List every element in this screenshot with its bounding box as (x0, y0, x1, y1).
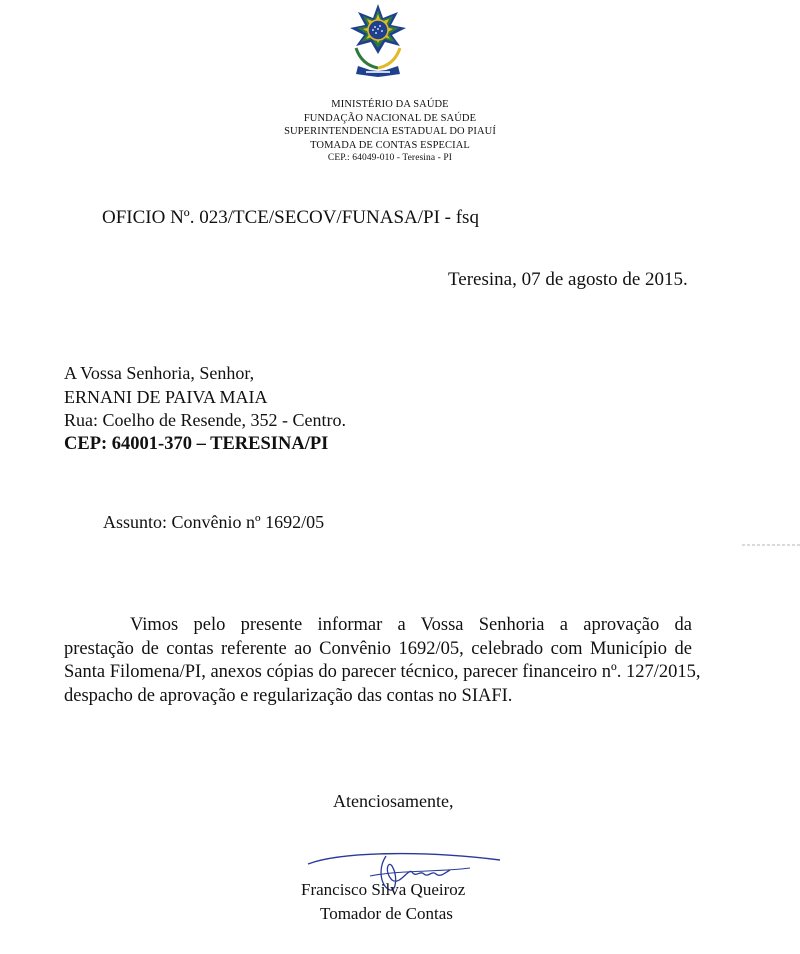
header-superintendency: SUPERINTENDENCIA ESTADUAL DO PIAUÍ (284, 126, 496, 137)
signer-name: Francisco Silva Queiroz (301, 880, 466, 899)
header-cep: CEP.: 64049-010 - Teresina - PI (327, 153, 453, 163)
subject-line: Assunto: Convênio nº 1692/05 (103, 512, 325, 532)
scan-artifact (742, 542, 800, 548)
addressee-salutation: A Vossa Senhoria, Senhor, (64, 363, 255, 383)
addressee-cep: CEP: 64001-370 – TERESINA/PI (64, 433, 329, 454)
addressee-name: ERNANI DE PAIVA MAIA (64, 386, 268, 407)
header-department: TOMADA DE CONTAS ESPECIAL (310, 139, 470, 151)
body-line: despacho de aprovação e regularização das contas no SIAFI. (64, 685, 513, 706)
body-line: Vimos pelo presente informar a Vossa Senhoria a aprovação da (130, 615, 692, 635)
header-ministry: MINISTÉRIO DA SAÚDE (331, 99, 449, 110)
closing-salutation: Atenciosamente, (333, 791, 454, 811)
body-line: Santa Filomena/PI, anexos cópias do parecer técnico, parecer financeiro nº. 127/2015, (64, 662, 701, 682)
letter-body (64, 614, 701, 708)
addressee-street: Rua: Coelho de Resende, 352 - Centro. (64, 410, 346, 430)
letter-date: Teresina, 07 de agosto de 2015. (448, 269, 688, 290)
institution-header (200, 98, 580, 166)
signer-role: Tomador de Contas (320, 904, 453, 923)
addressee-block (64, 362, 346, 456)
body-line: prestação de contas referente ao Convênio 1692/05, celebrado com Município de (64, 638, 692, 659)
brazil-coat-of-arms-icon (346, 4, 410, 78)
oficio-number: OFICIO Nº. 023/TCE/SECOV/FUNASA/PI - fsq (102, 207, 479, 228)
header-foundation: FUNDAÇÃO NACIONAL DE SAÚDE (303, 112, 477, 124)
